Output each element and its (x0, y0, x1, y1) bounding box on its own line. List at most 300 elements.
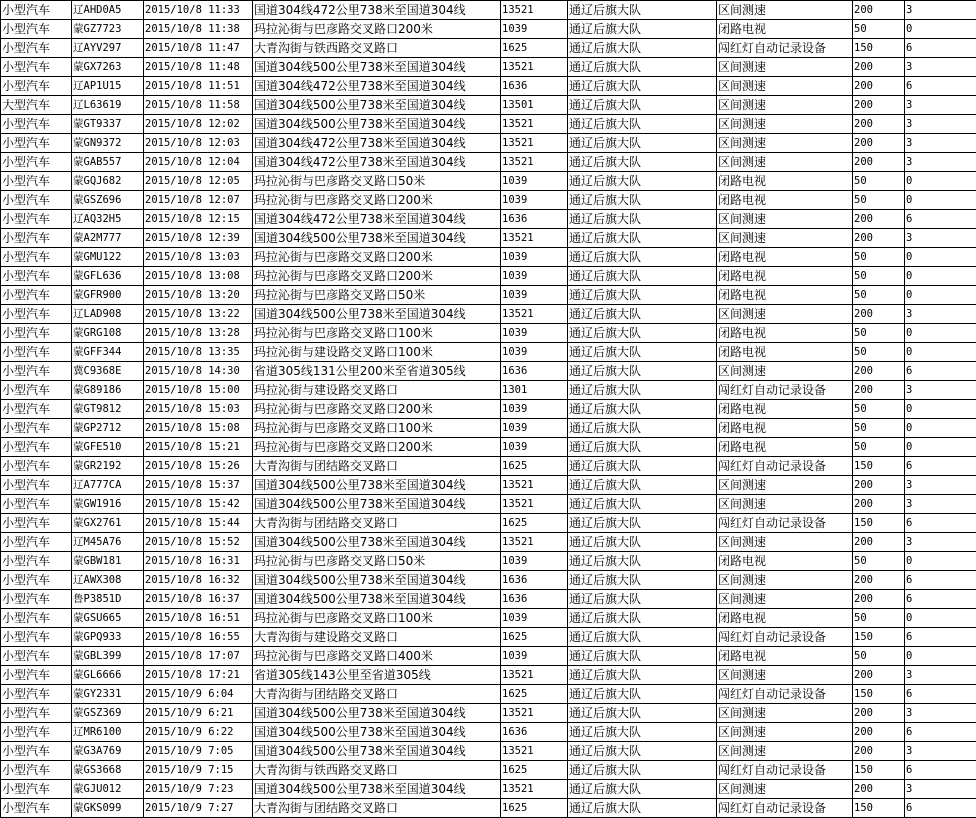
location-cell[interactable]: 国道304线500公里738米至国道304线 (253, 495, 501, 514)
code-cell[interactable]: 13521 (501, 704, 568, 723)
table-row[interactable] (1, 343, 976, 362)
amount-cell[interactable]: 50 (853, 552, 905, 571)
datetime-cell[interactable]: 2015/10/9 6:21 (144, 704, 253, 723)
department-cell[interactable]: 通辽后旗大队 (568, 400, 717, 419)
location-cell[interactable]: 大青沟街与铁西路交叉路口 (253, 39, 501, 58)
table-row[interactable] (1, 286, 976, 305)
datetime-cell[interactable]: 2015/10/8 13:03 (144, 248, 253, 267)
code-cell[interactable]: 13501 (501, 96, 568, 115)
location-cell[interactable]: 国道304线500公里738米至国道304线 (253, 58, 501, 77)
amount-cell[interactable]: 200 (853, 780, 905, 799)
plate-number-cell[interactable]: 蒙GX7263 (72, 58, 144, 77)
datetime-cell[interactable]: 2015/10/9 7:27 (144, 799, 253, 818)
datetime-cell[interactable]: 2015/10/8 14:30 (144, 362, 253, 381)
table-row[interactable] (1, 780, 976, 799)
code-cell[interactable]: 1039 (501, 324, 568, 343)
plate-number-cell[interactable]: 辽L63619 (72, 96, 144, 115)
plate-number-cell[interactable]: 鲁P3851D (72, 590, 144, 609)
points-cell[interactable]: 3 (905, 229, 976, 248)
device-cell[interactable]: 闭路电视 (717, 438, 853, 457)
table-row[interactable] (1, 400, 976, 419)
amount-cell[interactable]: 200 (853, 495, 905, 514)
datetime-cell[interactable]: 2015/10/8 13:20 (144, 286, 253, 305)
device-cell[interactable]: 闯红灯自动记录设备 (717, 39, 853, 58)
device-cell[interactable]: 闭路电视 (717, 324, 853, 343)
table-row[interactable] (1, 77, 976, 96)
points-cell[interactable]: 3 (905, 742, 976, 761)
vehicle-type-cell[interactable]: 小型汽车 (1, 533, 72, 552)
points-cell[interactable]: 3 (905, 134, 976, 153)
department-cell[interactable]: 通辽后旗大队 (568, 514, 717, 533)
department-cell[interactable]: 通辽后旗大队 (568, 153, 717, 172)
vehicle-type-cell[interactable]: 小型汽车 (1, 609, 72, 628)
department-cell[interactable]: 通辽后旗大队 (568, 191, 717, 210)
datetime-cell[interactable]: 2015/10/8 12:03 (144, 134, 253, 153)
table-row[interactable] (1, 134, 976, 153)
vehicle-type-cell[interactable]: 小型汽车 (1, 1, 72, 20)
amount-cell[interactable]: 150 (853, 799, 905, 818)
location-cell[interactable]: 玛拉沁街与巴彦路交叉路口200米 (253, 20, 501, 39)
table-row[interactable] (1, 115, 976, 134)
vehicle-type-cell[interactable]: 小型汽车 (1, 210, 72, 229)
datetime-cell[interactable]: 2015/10/8 17:21 (144, 666, 253, 685)
vehicle-type-cell[interactable]: 小型汽车 (1, 514, 72, 533)
datetime-cell[interactable]: 2015/10/8 13:22 (144, 305, 253, 324)
code-cell[interactable]: 1039 (501, 343, 568, 362)
table-row[interactable] (1, 172, 976, 191)
amount-cell[interactable]: 200 (853, 742, 905, 761)
amount-cell[interactable]: 200 (853, 533, 905, 552)
location-cell[interactable]: 国道304线500公里738米至国道304线 (253, 780, 501, 799)
vehicle-type-cell[interactable]: 小型汽车 (1, 400, 72, 419)
points-cell[interactable]: 3 (905, 1, 976, 20)
amount-cell[interactable]: 50 (853, 191, 905, 210)
vehicle-type-cell[interactable]: 小型汽车 (1, 780, 72, 799)
location-cell[interactable]: 国道304线500公里738米至国道304线 (253, 533, 501, 552)
vehicle-type-cell[interactable]: 小型汽车 (1, 39, 72, 58)
points-cell[interactable]: 0 (905, 286, 976, 305)
datetime-cell[interactable]: 2015/10/8 13:08 (144, 267, 253, 286)
vehicle-type-cell[interactable]: 小型汽车 (1, 77, 72, 96)
vehicle-type-cell[interactable]: 小型汽车 (1, 229, 72, 248)
datetime-cell[interactable]: 2015/10/8 11:47 (144, 39, 253, 58)
vehicle-type-cell[interactable]: 小型汽车 (1, 362, 72, 381)
code-cell[interactable]: 1039 (501, 438, 568, 457)
table-row[interactable] (1, 590, 976, 609)
points-cell[interactable]: 3 (905, 305, 976, 324)
table-row[interactable] (1, 229, 976, 248)
department-cell[interactable]: 通辽后旗大队 (568, 495, 717, 514)
points-cell[interactable]: 0 (905, 438, 976, 457)
points-cell[interactable]: 3 (905, 153, 976, 172)
vehicle-type-cell[interactable]: 小型汽车 (1, 799, 72, 818)
amount-cell[interactable]: 50 (853, 419, 905, 438)
vehicle-type-cell[interactable]: 小型汽车 (1, 742, 72, 761)
department-cell[interactable]: 通辽后旗大队 (568, 647, 717, 666)
location-cell[interactable]: 玛拉沁街与巴彦路交叉路口200米 (253, 248, 501, 267)
datetime-cell[interactable]: 2015/10/8 15:03 (144, 400, 253, 419)
code-cell[interactable]: 1636 (501, 590, 568, 609)
device-cell[interactable]: 区间测速 (717, 533, 853, 552)
code-cell[interactable]: 13521 (501, 1, 568, 20)
code-cell[interactable]: 13521 (501, 134, 568, 153)
vehicle-type-cell[interactable]: 小型汽车 (1, 286, 72, 305)
device-cell[interactable]: 区间测速 (717, 780, 853, 799)
table-row[interactable] (1, 381, 976, 400)
points-cell[interactable]: 0 (905, 267, 976, 286)
points-cell[interactable]: 0 (905, 248, 976, 267)
datetime-cell[interactable]: 2015/10/8 16:51 (144, 609, 253, 628)
department-cell[interactable]: 通辽后旗大队 (568, 780, 717, 799)
location-cell[interactable]: 玛拉沁街与建设路交叉路口100米 (253, 343, 501, 362)
plate-number-cell[interactable]: 辽MR6100 (72, 723, 144, 742)
amount-cell[interactable]: 150 (853, 514, 905, 533)
location-cell[interactable]: 国道304线500公里738米至国道304线 (253, 590, 501, 609)
plate-number-cell[interactable]: 辽AYV297 (72, 39, 144, 58)
device-cell[interactable]: 闯红灯自动记录设备 (717, 799, 853, 818)
vehicle-type-cell[interactable]: 小型汽车 (1, 723, 72, 742)
plate-number-cell[interactable]: 蒙GZ7723 (72, 20, 144, 39)
plate-number-cell[interactable]: 辽AWX308 (72, 571, 144, 590)
table-row[interactable] (1, 742, 976, 761)
plate-number-cell[interactable]: 蒙GX2761 (72, 514, 144, 533)
datetime-cell[interactable]: 2015/10/9 7:23 (144, 780, 253, 799)
plate-number-cell[interactable]: 蒙GKS099 (72, 799, 144, 818)
location-cell[interactable]: 玛拉沁街与巴彦路交叉路口50米 (253, 286, 501, 305)
device-cell[interactable]: 闭路电视 (717, 343, 853, 362)
device-cell[interactable]: 区间测速 (717, 476, 853, 495)
device-cell[interactable]: 区间测速 (717, 723, 853, 742)
device-cell[interactable]: 区间测速 (717, 742, 853, 761)
vehicle-type-cell[interactable]: 小型汽车 (1, 419, 72, 438)
plate-number-cell[interactable]: 蒙GL6666 (72, 666, 144, 685)
amount-cell[interactable]: 50 (853, 20, 905, 39)
points-cell[interactable]: 3 (905, 704, 976, 723)
vehicle-type-cell[interactable]: 小型汽车 (1, 704, 72, 723)
location-cell[interactable]: 国道304线500公里738米至国道304线 (253, 704, 501, 723)
device-cell[interactable]: 闭路电视 (717, 172, 853, 191)
points-cell[interactable]: 6 (905, 362, 976, 381)
code-cell[interactable]: 1636 (501, 77, 568, 96)
location-cell[interactable]: 玛拉沁街与巴彦路交叉路口200米 (253, 400, 501, 419)
table-row[interactable] (1, 96, 976, 115)
amount-cell[interactable]: 200 (853, 305, 905, 324)
points-cell[interactable]: 0 (905, 20, 976, 39)
department-cell[interactable]: 通辽后旗大队 (568, 438, 717, 457)
plate-number-cell[interactable]: 蒙GQJ682 (72, 172, 144, 191)
table-row[interactable] (1, 609, 976, 628)
device-cell[interactable]: 区间测速 (717, 1, 853, 20)
plate-number-cell[interactable]: 蒙GAB557 (72, 153, 144, 172)
plate-number-cell[interactable]: 蒙GRG108 (72, 324, 144, 343)
code-cell[interactable]: 1039 (501, 419, 568, 438)
plate-number-cell[interactable]: 蒙GSU665 (72, 609, 144, 628)
device-cell[interactable]: 区间测速 (717, 666, 853, 685)
amount-cell[interactable]: 200 (853, 590, 905, 609)
department-cell[interactable]: 通辽后旗大队 (568, 324, 717, 343)
department-cell[interactable]: 通辽后旗大队 (568, 343, 717, 362)
vehicle-type-cell[interactable]: 小型汽车 (1, 153, 72, 172)
amount-cell[interactable]: 50 (853, 400, 905, 419)
datetime-cell[interactable]: 2015/10/8 15:21 (144, 438, 253, 457)
device-cell[interactable]: 区间测速 (717, 115, 853, 134)
plate-number-cell[interactable]: 蒙GSZ696 (72, 191, 144, 210)
device-cell[interactable]: 闭路电视 (717, 286, 853, 305)
amount-cell[interactable]: 200 (853, 571, 905, 590)
location-cell[interactable]: 国道304线500公里738米至国道304线 (253, 305, 501, 324)
device-cell[interactable]: 闯红灯自动记录设备 (717, 761, 853, 780)
plate-number-cell[interactable]: 蒙GBL399 (72, 647, 144, 666)
department-cell[interactable]: 通辽后旗大队 (568, 590, 717, 609)
amount-cell[interactable]: 200 (853, 229, 905, 248)
vehicle-type-cell[interactable]: 小型汽车 (1, 685, 72, 704)
plate-number-cell[interactable]: 蒙G89186 (72, 381, 144, 400)
table-row[interactable] (1, 552, 976, 571)
code-cell[interactable]: 1625 (501, 685, 568, 704)
department-cell[interactable]: 通辽后旗大队 (568, 476, 717, 495)
amount-cell[interactable]: 50 (853, 172, 905, 191)
plate-number-cell[interactable]: 蒙GJU012 (72, 780, 144, 799)
datetime-cell[interactable]: 2015/10/8 11:58 (144, 96, 253, 115)
amount-cell[interactable]: 50 (853, 438, 905, 457)
points-cell[interactable]: 0 (905, 400, 976, 419)
datetime-cell[interactable]: 2015/10/8 15:37 (144, 476, 253, 495)
plate-number-cell[interactable]: 蒙GP2712 (72, 419, 144, 438)
code-cell[interactable]: 1039 (501, 20, 568, 39)
location-cell[interactable]: 国道304线472公里738米至国道304线 (253, 77, 501, 96)
location-cell[interactable]: 玛拉沁街与巴彦路交叉路口50米 (253, 172, 501, 191)
points-cell[interactable]: 0 (905, 647, 976, 666)
vehicle-type-cell[interactable]: 小型汽车 (1, 590, 72, 609)
vehicle-type-cell[interactable]: 小型汽车 (1, 381, 72, 400)
device-cell[interactable]: 区间测速 (717, 495, 853, 514)
department-cell[interactable]: 通辽后旗大队 (568, 134, 717, 153)
table-row[interactable] (1, 704, 976, 723)
location-cell[interactable]: 玛拉沁街与巴彦路交叉路口200米 (253, 438, 501, 457)
table-row[interactable] (1, 457, 976, 476)
location-cell[interactable]: 省道305线143公里至省道305线 (253, 666, 501, 685)
table-row[interactable] (1, 248, 976, 267)
device-cell[interactable]: 闭路电视 (717, 248, 853, 267)
code-cell[interactable]: 13521 (501, 305, 568, 324)
code-cell[interactable]: 1636 (501, 210, 568, 229)
vehicle-type-cell[interactable]: 小型汽车 (1, 134, 72, 153)
table-row[interactable] (1, 685, 976, 704)
amount-cell[interactable]: 50 (853, 609, 905, 628)
department-cell[interactable]: 通辽后旗大队 (568, 210, 717, 229)
code-cell[interactable]: 13521 (501, 780, 568, 799)
department-cell[interactable]: 通辽后旗大队 (568, 552, 717, 571)
table-row[interactable] (1, 324, 976, 343)
vehicle-type-cell[interactable]: 小型汽车 (1, 191, 72, 210)
plate-number-cell[interactable]: 辽A777CA (72, 476, 144, 495)
table-row[interactable] (1, 495, 976, 514)
code-cell[interactable]: 1625 (501, 514, 568, 533)
plate-number-cell[interactable]: 蒙GPQ933 (72, 628, 144, 647)
department-cell[interactable]: 通辽后旗大队 (568, 115, 717, 134)
department-cell[interactable]: 通辽后旗大队 (568, 172, 717, 191)
device-cell[interactable]: 区间测速 (717, 58, 853, 77)
location-cell[interactable]: 国道304线472公里738米至国道304线 (253, 210, 501, 229)
department-cell[interactable]: 通辽后旗大队 (568, 685, 717, 704)
device-cell[interactable]: 闭路电视 (717, 400, 853, 419)
plate-number-cell[interactable]: 蒙GW1916 (72, 495, 144, 514)
location-cell[interactable]: 国道304线500公里738米至国道304线 (253, 115, 501, 134)
vehicle-type-cell[interactable]: 小型汽车 (1, 115, 72, 134)
department-cell[interactable]: 通辽后旗大队 (568, 723, 717, 742)
location-cell[interactable]: 大青沟街与建设路交叉路口 (253, 628, 501, 647)
department-cell[interactable]: 通辽后旗大队 (568, 381, 717, 400)
department-cell[interactable]: 通辽后旗大队 (568, 742, 717, 761)
code-cell[interactable]: 1625 (501, 457, 568, 476)
location-cell[interactable]: 国道304线500公里738米至国道304线 (253, 723, 501, 742)
points-cell[interactable]: 6 (905, 457, 976, 476)
code-cell[interactable]: 1636 (501, 571, 568, 590)
points-cell[interactable]: 6 (905, 77, 976, 96)
plate-number-cell[interactable]: 辽AHD0A5 (72, 1, 144, 20)
plate-number-cell[interactable]: 辽LAD908 (72, 305, 144, 324)
code-cell[interactable]: 1625 (501, 799, 568, 818)
datetime-cell[interactable]: 2015/10/8 17:07 (144, 647, 253, 666)
code-cell[interactable]: 1636 (501, 362, 568, 381)
amount-cell[interactable]: 200 (853, 666, 905, 685)
plate-number-cell[interactable]: 蒙GSZ369 (72, 704, 144, 723)
plate-number-cell[interactable]: 蒙GY2331 (72, 685, 144, 704)
vehicle-type-cell[interactable]: 小型汽车 (1, 552, 72, 571)
amount-cell[interactable]: 200 (853, 1, 905, 20)
vehicle-type-cell[interactable]: 小型汽车 (1, 172, 72, 191)
datetime-cell[interactable]: 2015/10/8 11:48 (144, 58, 253, 77)
table-row[interactable] (1, 362, 976, 381)
department-cell[interactable]: 通辽后旗大队 (568, 666, 717, 685)
points-cell[interactable]: 6 (905, 210, 976, 229)
datetime-cell[interactable]: 2015/10/8 11:51 (144, 77, 253, 96)
location-cell[interactable]: 国道304线472公里738米至国道304线 (253, 134, 501, 153)
vehicle-type-cell[interactable]: 小型汽车 (1, 20, 72, 39)
points-cell[interactable]: 3 (905, 476, 976, 495)
amount-cell[interactable]: 200 (853, 476, 905, 495)
location-cell[interactable]: 大青沟街与团结路交叉路口 (253, 799, 501, 818)
location-cell[interactable]: 大青沟街与团结路交叉路口 (253, 457, 501, 476)
location-cell[interactable]: 玛拉沁街与巴彦路交叉路口400米 (253, 647, 501, 666)
plate-number-cell[interactable]: 辽M45A76 (72, 533, 144, 552)
datetime-cell[interactable]: 2015/10/9 6:22 (144, 723, 253, 742)
department-cell[interactable]: 通辽后旗大队 (568, 571, 717, 590)
plate-number-cell[interactable]: 蒙GS3668 (72, 761, 144, 780)
vehicle-type-cell[interactable]: 小型汽车 (1, 571, 72, 590)
code-cell[interactable]: 1039 (501, 172, 568, 191)
amount-cell[interactable]: 200 (853, 134, 905, 153)
department-cell[interactable]: 通辽后旗大队 (568, 77, 717, 96)
device-cell[interactable]: 闯红灯自动记录设备 (717, 514, 853, 533)
vehicle-type-cell[interactable]: 小型汽车 (1, 761, 72, 780)
points-cell[interactable]: 3 (905, 495, 976, 514)
table-row[interactable] (1, 723, 976, 742)
datetime-cell[interactable]: 2015/10/8 15:08 (144, 419, 253, 438)
datetime-cell[interactable]: 2015/10/8 15:44 (144, 514, 253, 533)
points-cell[interactable]: 6 (905, 685, 976, 704)
vehicle-type-cell[interactable]: 大型汽车 (1, 96, 72, 115)
department-cell[interactable]: 通辽后旗大队 (568, 39, 717, 58)
datetime-cell[interactable]: 2015/10/8 12:07 (144, 191, 253, 210)
location-cell[interactable]: 玛拉沁街与巴彦路交叉路口100米 (253, 609, 501, 628)
department-cell[interactable]: 通辽后旗大队 (568, 362, 717, 381)
datetime-cell[interactable]: 2015/10/8 12:05 (144, 172, 253, 191)
device-cell[interactable]: 闭路电视 (717, 419, 853, 438)
vehicle-type-cell[interactable]: 小型汽车 (1, 305, 72, 324)
amount-cell[interactable]: 50 (853, 267, 905, 286)
department-cell[interactable]: 通辽后旗大队 (568, 799, 717, 818)
code-cell[interactable]: 1039 (501, 267, 568, 286)
amount-cell[interactable]: 150 (853, 39, 905, 58)
table-row[interactable] (1, 20, 976, 39)
datetime-cell[interactable]: 2015/10/9 7:05 (144, 742, 253, 761)
device-cell[interactable]: 闭路电视 (717, 191, 853, 210)
amount-cell[interactable]: 200 (853, 115, 905, 134)
datetime-cell[interactable]: 2015/10/8 11:33 (144, 1, 253, 20)
code-cell[interactable]: 13521 (501, 58, 568, 77)
device-cell[interactable]: 闯红灯自动记录设备 (717, 457, 853, 476)
datetime-cell[interactable]: 2015/10/8 15:26 (144, 457, 253, 476)
device-cell[interactable]: 闭路电视 (717, 609, 853, 628)
table-row[interactable] (1, 628, 976, 647)
amount-cell[interactable]: 200 (853, 96, 905, 115)
location-cell[interactable]: 国道304线500公里738米至国道304线 (253, 229, 501, 248)
plate-number-cell[interactable]: 蒙GT9812 (72, 400, 144, 419)
table-row[interactable] (1, 39, 976, 58)
plate-number-cell[interactable]: 蒙GN9372 (72, 134, 144, 153)
device-cell[interactable]: 区间测速 (717, 77, 853, 96)
code-cell[interactable]: 1039 (501, 609, 568, 628)
department-cell[interactable]: 通辽后旗大队 (568, 628, 717, 647)
points-cell[interactable]: 6 (905, 628, 976, 647)
plate-number-cell[interactable]: 蒙GFF344 (72, 343, 144, 362)
location-cell[interactable]: 大青沟街与铁西路交叉路口 (253, 761, 501, 780)
department-cell[interactable]: 通辽后旗大队 (568, 248, 717, 267)
points-cell[interactable]: 0 (905, 324, 976, 343)
vehicle-type-cell[interactable]: 小型汽车 (1, 457, 72, 476)
code-cell[interactable]: 1039 (501, 647, 568, 666)
device-cell[interactable]: 区间测速 (717, 590, 853, 609)
plate-number-cell[interactable]: 蒙GBW181 (72, 552, 144, 571)
plate-number-cell[interactable]: 蒙A2M777 (72, 229, 144, 248)
vehicle-type-cell[interactable]: 小型汽车 (1, 628, 72, 647)
datetime-cell[interactable]: 2015/10/8 13:28 (144, 324, 253, 343)
points-cell[interactable]: 0 (905, 419, 976, 438)
amount-cell[interactable]: 200 (853, 723, 905, 742)
amount-cell[interactable]: 150 (853, 457, 905, 476)
device-cell[interactable]: 闭路电视 (717, 267, 853, 286)
vehicle-type-cell[interactable]: 小型汽车 (1, 647, 72, 666)
vehicle-type-cell[interactable]: 小型汽车 (1, 58, 72, 77)
datetime-cell[interactable]: 2015/10/8 15:00 (144, 381, 253, 400)
amount-cell[interactable]: 150 (853, 685, 905, 704)
code-cell[interactable]: 1039 (501, 552, 568, 571)
location-cell[interactable]: 玛拉沁街与巴彦路交叉路口200米 (253, 267, 501, 286)
vehicle-type-cell[interactable]: 小型汽车 (1, 495, 72, 514)
location-cell[interactable]: 玛拉沁街与巴彦路交叉路口200米 (253, 191, 501, 210)
location-cell[interactable]: 大青沟街与团结路交叉路口 (253, 514, 501, 533)
department-cell[interactable]: 通辽后旗大队 (568, 419, 717, 438)
code-cell[interactable]: 13521 (501, 533, 568, 552)
plate-number-cell[interactable]: 蒙GMU122 (72, 248, 144, 267)
table-row[interactable] (1, 153, 976, 172)
points-cell[interactable]: 6 (905, 761, 976, 780)
code-cell[interactable]: 1625 (501, 39, 568, 58)
table-row[interactable] (1, 419, 976, 438)
points-cell[interactable]: 6 (905, 723, 976, 742)
vehicle-type-cell[interactable]: 小型汽车 (1, 324, 72, 343)
